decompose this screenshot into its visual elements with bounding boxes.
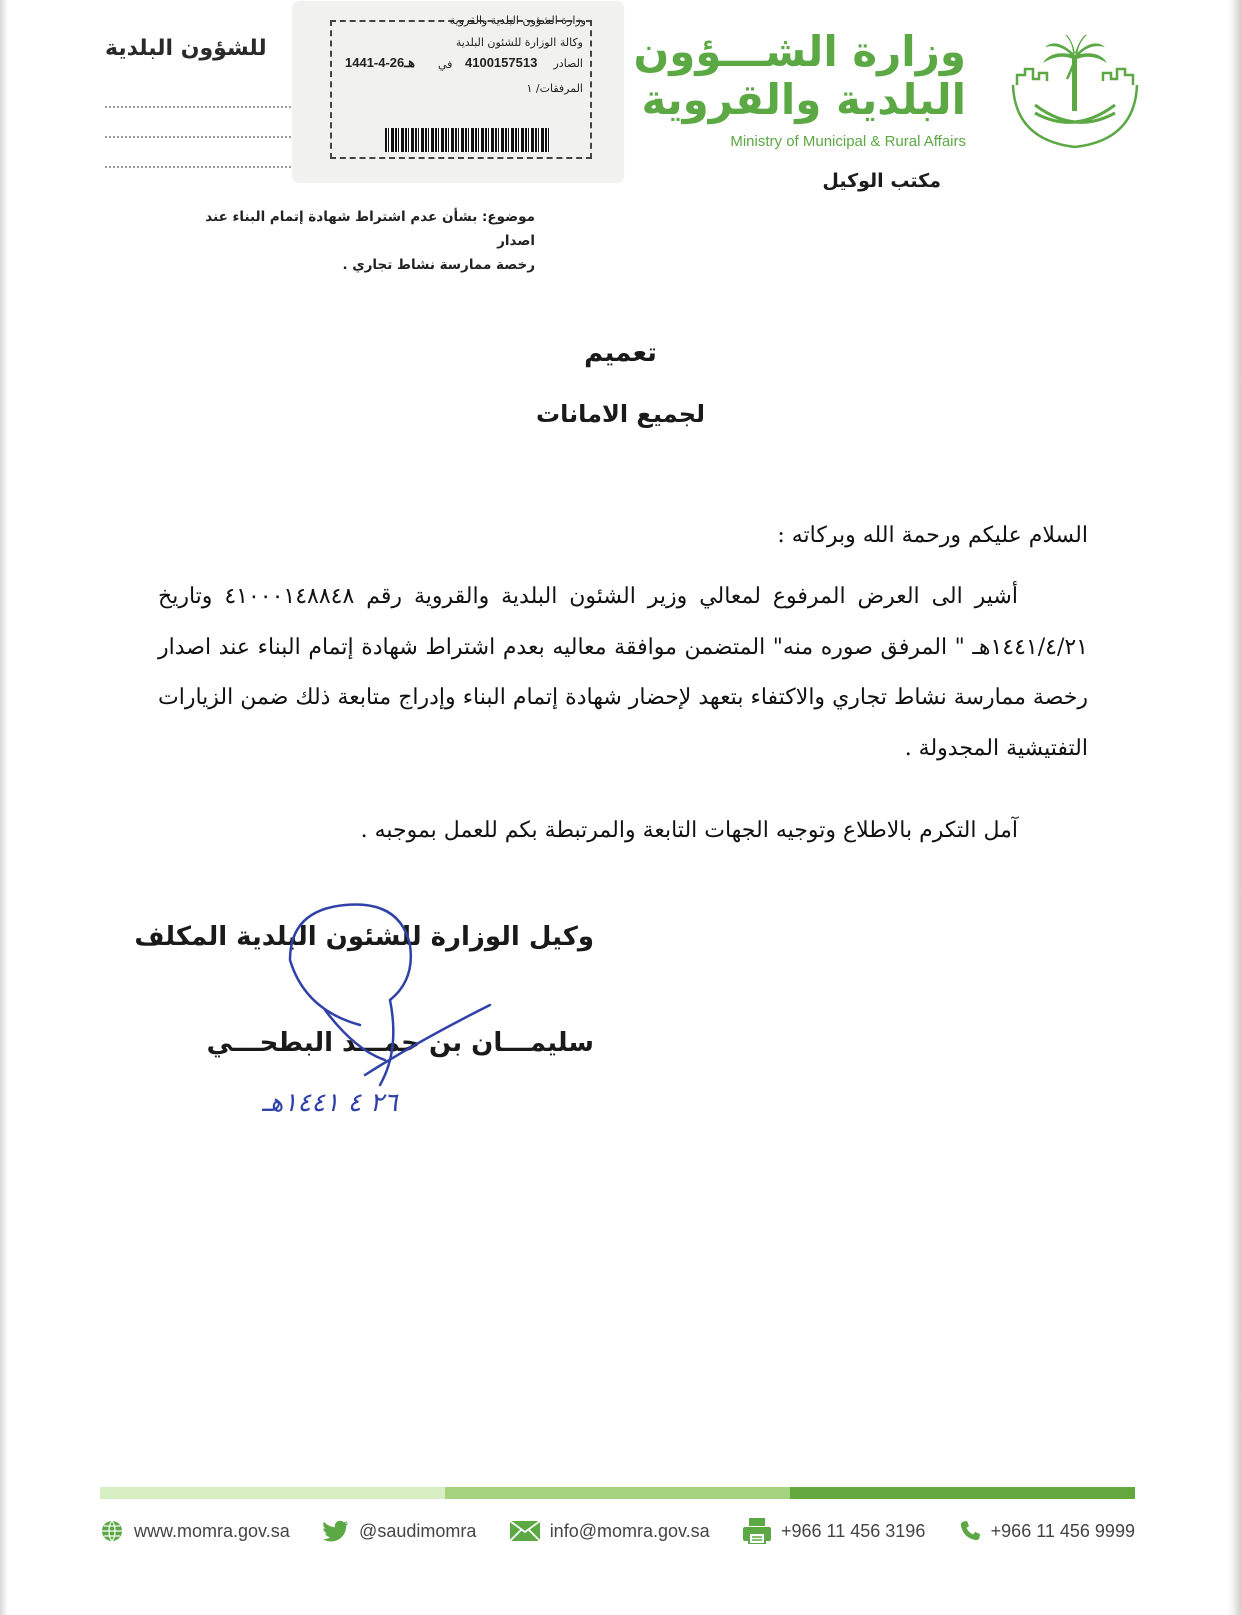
- subject-line2: رخصة ممارسة نشاط تجاري .: [342, 257, 535, 273]
- handwritten-date: ٢٦ ٤ ١٤٤١هـ: [262, 1088, 398, 1118]
- office-label: مكتب الوكيل: [822, 170, 941, 192]
- phone-text: +966 11 456 9999: [990, 1520, 1135, 1541]
- stamp-issued-label: الصادر: [553, 57, 583, 70]
- palm-swords-emblem-icon: [1005, 35, 1145, 155]
- handwritten-signature: [250, 900, 530, 1100]
- circular-title: تعميم: [584, 338, 657, 368]
- twitter-link[interactable]: [323, 1520, 476, 1542]
- phone-link[interactable]: [959, 1520, 1135, 1542]
- body-paragraph: [158, 572, 1088, 774]
- email-text: info@momra.gov.sa: [549, 1520, 710, 1541]
- stamp-attachments: المرفقات/ ١: [526, 82, 583, 95]
- twitter-icon: [323, 1520, 349, 1542]
- signatory-title: وكيل الوزارة للشئون البلدية المكلف: [134, 922, 594, 952]
- ministry-name-arabic: [633, 28, 966, 125]
- subject-line1: موضوع: بشأن عدم اشتراط شهادة إتمام البناء عند اصدار: [205, 209, 535, 249]
- globe-icon: [100, 1519, 124, 1543]
- stamp-ministry: وزارة الشؤون البلدية والقروية: [449, 14, 586, 27]
- website-link[interactable]: [100, 1519, 290, 1543]
- fax-text: +966 11 456 3196: [781, 1520, 926, 1541]
- dotted-line: [105, 106, 295, 108]
- page-edge-left: [0, 0, 8, 1615]
- signatory-name: سليمـــان بن حمـــد البطحـــي: [206, 1028, 594, 1058]
- recipients-title: لجميع الامانات: [535, 400, 706, 428]
- mail-icon: [510, 1521, 540, 1541]
- footer-contacts: [100, 1516, 1135, 1546]
- stamp-date-value: 1441-4-26هـ: [345, 55, 415, 70]
- footer-bar: [100, 1487, 1135, 1499]
- stamp-date-label: في: [438, 58, 453, 71]
- dotted-line: [105, 166, 295, 168]
- stamp-issued-number: 4100157513: [465, 55, 538, 70]
- ministry-name-line1: وزارة الشـــؤون: [633, 27, 966, 76]
- email-link[interactable]: [510, 1521, 710, 1542]
- website-text: www.momra.gov.sa: [134, 1520, 290, 1541]
- phone-icon: [959, 1520, 981, 1542]
- greeting: السلام عليكم ورحمة الله وبركاته :: [777, 523, 1088, 548]
- ministry-name-english: Ministry of Municipal & Rural Affairs: [730, 133, 966, 150]
- fax-icon: [743, 1518, 771, 1544]
- barcode: [385, 128, 550, 152]
- body-paragraph-text: أشير الى العرض المرفوع لمعالي وزير الشئون البلدية والقروية رقم ٤١٠٠٠١٤٨٨٤٨ وتاريخ ١٤٤١/٤/٢١هـ " المرفق صوره منه" المتضمن موافقة معاليه بعدم اشتراط شهادة إتمام البناء عند اصدار رخصة ممارسة نشاط تجاري والاكتفاء بتعهد لإحضار شهادة إتمام البناء وإدراج متابعة ذلك ضمن الزيارات التفتيشية المجدولة .: [158, 584, 1088, 761]
- subject: [175, 205, 535, 277]
- twitter-text: @saudimomra: [359, 1520, 477, 1541]
- fax-link[interactable]: [743, 1518, 925, 1544]
- ministry-name-line2: البلدية والقروية: [641, 75, 966, 125]
- dotted-line: [105, 136, 295, 138]
- department-title: للشؤون البلدية: [105, 36, 267, 61]
- stamp-agency: وكالة الوزارة للشئون البلدية: [455, 36, 583, 49]
- page-edge-right: [1227, 0, 1241, 1615]
- closing-line: آمل التكرم بالاطلاع وتوجيه الجهات التابعة والمرتبطة بكم للعمل بموجبه .: [360, 818, 1018, 843]
